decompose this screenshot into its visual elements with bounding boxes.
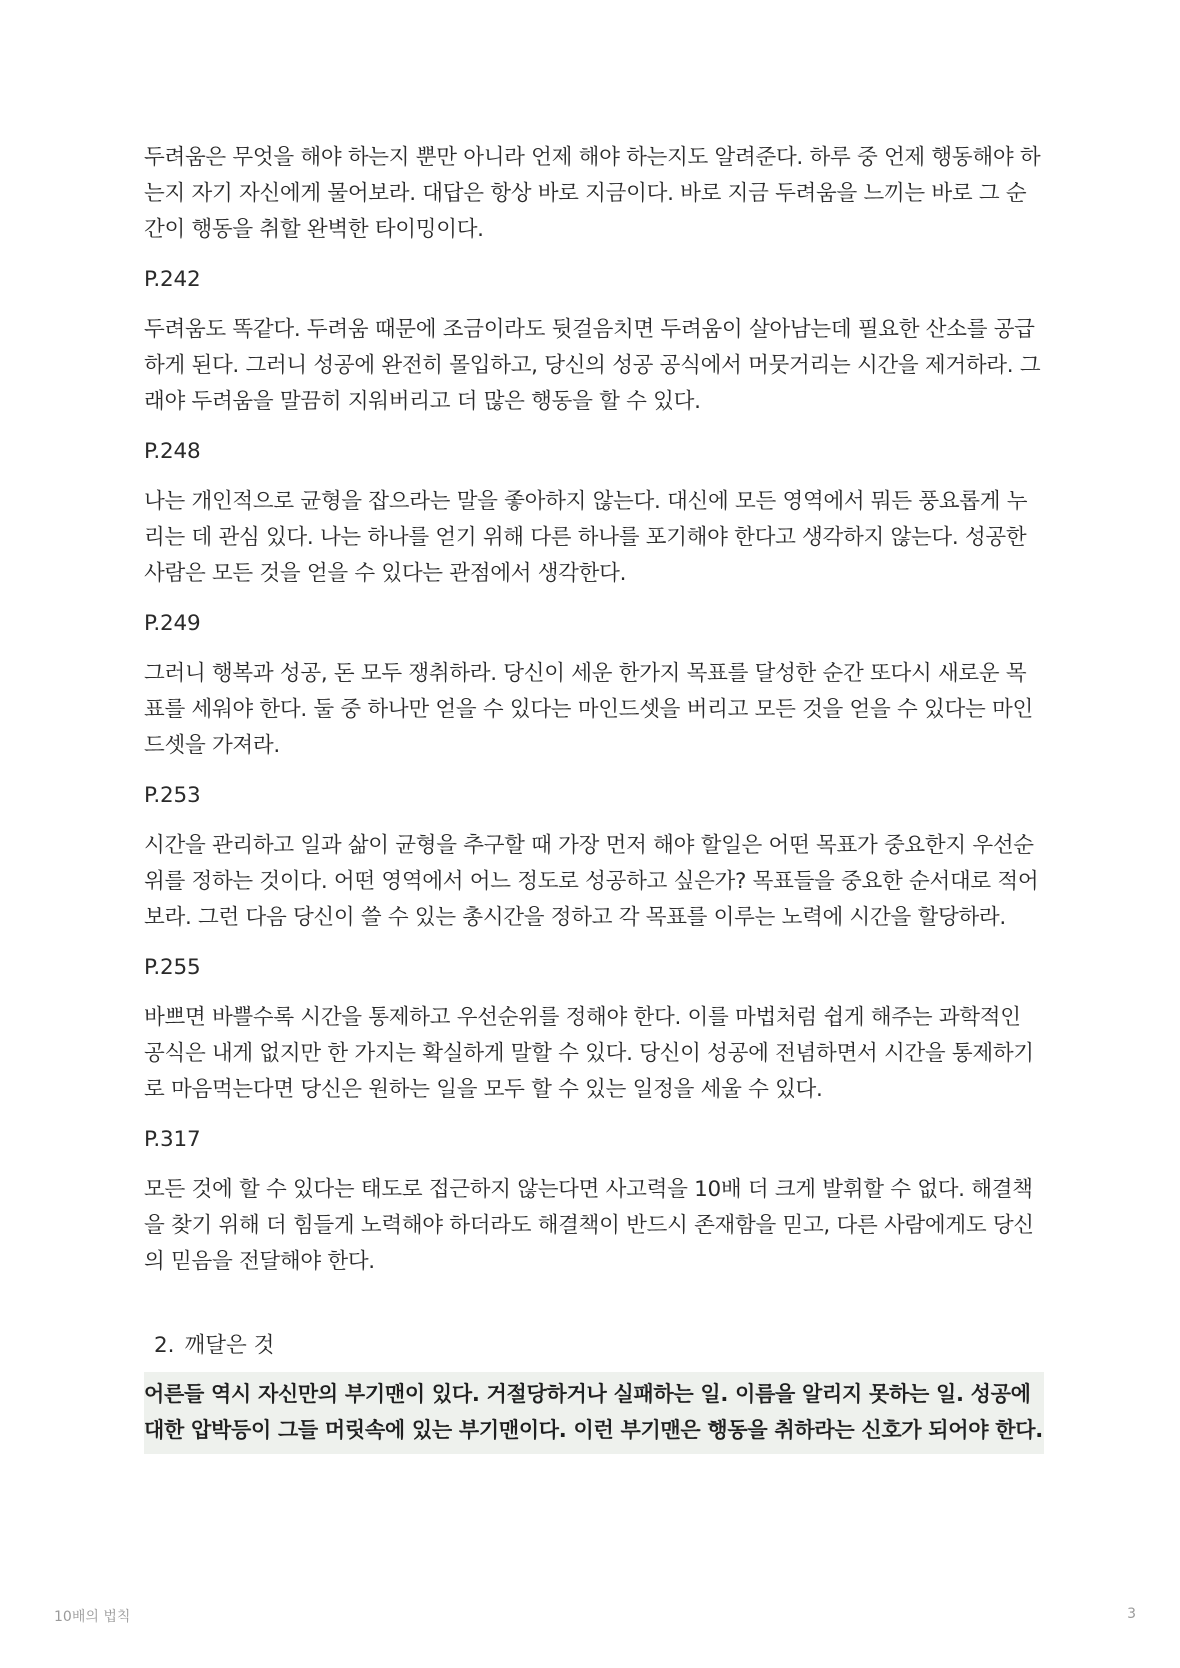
footer-page-number: 3 [1127,1606,1136,1622]
highlighted-insight: 어른들 역시 자신만의 부기맨이 있다. 거절당하거나 실패하는 일. 이름을 알리지 못하는 일. 성공에 대한 압박등이 그들 머릿속에 있는 부기맨이다. 이런 부기맨은 행동을 취하라는 신호가 되어야 한다. [144,1372,1044,1454]
page-reference: P.253 [144,783,201,808]
section-number: 2. [154,1333,175,1358]
page-reference: P.249 [144,611,201,636]
page-reference: P.317 [144,1127,201,1152]
document-body [144,140,1044,1454]
quote-paragraph: 두려움은 무엇을 해야 하는지 뿐만 아니라 언제 해야 하는지도 알려준다. 하루 중 언제 행동해야 하는지 자기 자신에게 물어보라. 대답은 항상 바로 지금이다. 바로 지금 두려움을 느끼는 바로 그 순간이 행동을 취할 완벽한 타이밍이다. [144,145,1041,242]
page-reference: P.242 [144,267,201,292]
page-reference: P.248 [144,439,201,464]
footer-document-title: 10배의 법칙 [54,1609,131,1625]
quote-paragraph: 바쁘면 바쁠수록 시간을 통제하고 우선순위를 정해야 한다. 이를 마법처럼 쉽게 해주는 과학적인 공식은 내게 없지만 한 가지는 확실하게 말할 수 있다. 당신이 성공에 전념하면서 시간을 통제하기로 마음먹는다면 당신은 원하는 일을 모두 할 수 있는 일정을 세울 수 있다. [144,1005,1034,1102]
section-title: 깨달은 것 [184,1333,275,1358]
quote-paragraph: 나는 개인적으로 균형을 잡으라는 말을 좋아하지 않는다. 대신에 모든 영역에서 뭐든 풍요롭게 누리는 데 관심 있다. 나는 하나를 얻기 위해 다른 하나를 포기해야 한다고 생각하지 않는다. 성공한 사람은 모든 것을 얻을 수 있다는 관점에서 생각한다. [144,489,1028,586]
section-heading [154,1328,1044,1364]
page-reference: P.255 [144,955,201,980]
quote-paragraph: 두려움도 똑같다. 두려움 때문에 조금이라도 뒷걸음치면 두려움이 살아남는데 필요한 산소를 공급하게 된다. 그러니 성공에 완전히 몰입하고, 당신의 성공 공식에서 머뭇거리는 시간을 제거하라. 그래야 두려움을 말끔히 지워버리고 더 많은 행동을 할 수 있다. [144,317,1041,414]
quote-paragraph: 모든 것에 할 수 있다는 태도로 접근하지 않는다면 사고력을 10배 더 크게 발휘할 수 없다. 해결책을 찾기 위해 더 힘들게 노력해야 하더라도 해결책이 반드시 존재함을 믿고, 다른 사람에게도 당신의 믿음을 전달해야 한다. [144,1177,1034,1274]
quote-paragraph: 시간을 관리하고 일과 삶이 균형을 추구할 때 가장 먼저 해야 할일은 어떤 목표가 중요한지 우선순위를 정하는 것이다. 어떤 영역에서 어느 정도로 성공하고 싶은가? 목표들을 중요한 순서대로 적어보라. 그런 다음 당신이 쓸 수 있는 총시간을 정하고 각 목표를 이루는 노력에 시간을 할당하라. [144,833,1039,930]
quote-paragraph: 그러니 행복과 성공, 돈 모두 쟁취하라. 당신이 세운 한가지 목표를 달성한 순간 또다시 새로운 목표를 세워야 한다. 둘 중 하나만 얻을 수 있다는 마인드셋을 버리고 모든 것을 얻을 수 있다는 마인드셋을 가져라. [144,661,1033,758]
